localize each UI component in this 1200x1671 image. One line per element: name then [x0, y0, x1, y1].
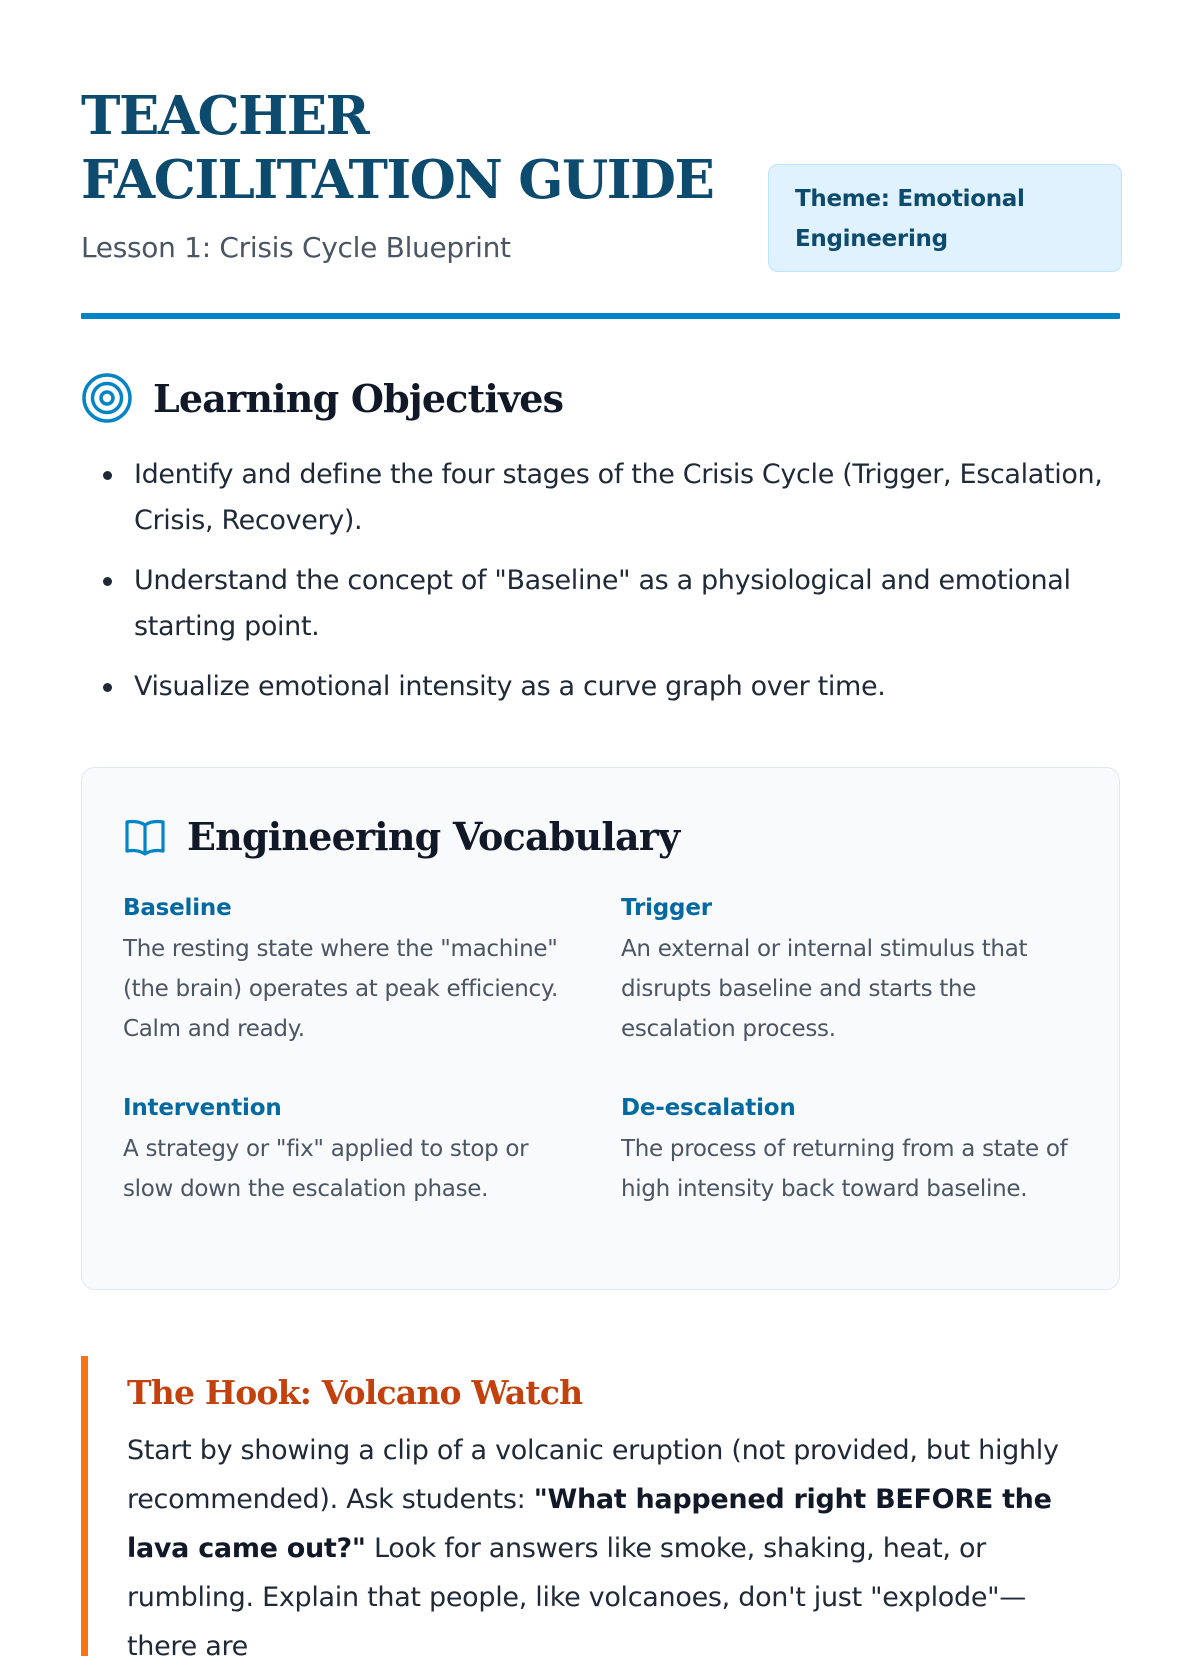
hook-question: "What happened right BEFORE the lava came out?" [127, 1484, 1052, 1564]
list-item: Visualize emotional intensity as a curve graph over time. [81, 664, 1120, 710]
term-name: Trigger [621, 895, 712, 921]
term-name: Intervention [123, 1095, 282, 1121]
theme-badge [768, 164, 1122, 272]
vocabulary-heading-row [123, 814, 679, 859]
term-definition: The resting state where the "machine" (the brain) operates at peak efficiency. Calm and ready. [123, 936, 558, 1042]
list-item: Understand the concept of "Baseline" as a physiological and emotional starting point. [81, 558, 1120, 650]
list-item: Identify and define the four stages of the Crisis Cycle (Trigger, Escalation, Crisis, Recovery). [81, 452, 1120, 544]
title-line-1: TEACHER [81, 85, 369, 147]
page-title [81, 84, 721, 212]
vocabulary-card [81, 767, 1120, 1290]
term-definition: A strategy or "fix" applied to stop or slow down the escalation phase. [123, 1136, 529, 1202]
title-line-2: FACILITATION GUIDE [81, 149, 714, 211]
lesson-subtitle: Lesson 1: Crisis Cycle Blueprint [81, 231, 511, 264]
learning-objectives-list [81, 452, 1120, 724]
hook-text-before: Start by showing a clip of a volcanic eruption (not provided, but highly recommended). Ask students: [127, 1435, 1059, 1515]
term-name: Baseline [123, 895, 232, 921]
learning-objectives-heading-row [81, 372, 563, 424]
guide-header [81, 84, 1120, 320]
facilitation-guide-page [81, 0, 1120, 1662]
vocab-term-intervention [123, 1091, 583, 1209]
vocab-term-baseline [123, 891, 583, 1049]
hook-body [127, 1426, 1087, 1671]
hook-title: The Hook: Volcano Watch [127, 1373, 583, 1412]
hook-text-after: Look for answers like smoke, shaking, heat, or rumbling. Explain that people, like volcanoes, don't just "explode"—there are [127, 1533, 1026, 1662]
vocabulary-heading: Engineering Vocabulary [187, 814, 680, 859]
hook-section [81, 1356, 1120, 1662]
term-definition: An external or internal stimulus that disrupts baseline and starts the escalation process. [621, 936, 1028, 1042]
vocab-term-trigger [621, 891, 1081, 1049]
header-divider [81, 313, 1120, 319]
term-definition: The process of returning from a state of high intensity back toward baseline. [621, 1136, 1068, 1202]
target-icon [81, 372, 133, 424]
vocab-term-de-escalation [621, 1091, 1081, 1209]
theme-line-2: Engineering [795, 226, 948, 252]
term-name: De-escalation [621, 1095, 796, 1121]
learning-objectives-heading: Learning Objectives [153, 375, 564, 421]
theme-line-1: Theme: Emotional [795, 186, 1025, 212]
book-icon [123, 815, 167, 859]
